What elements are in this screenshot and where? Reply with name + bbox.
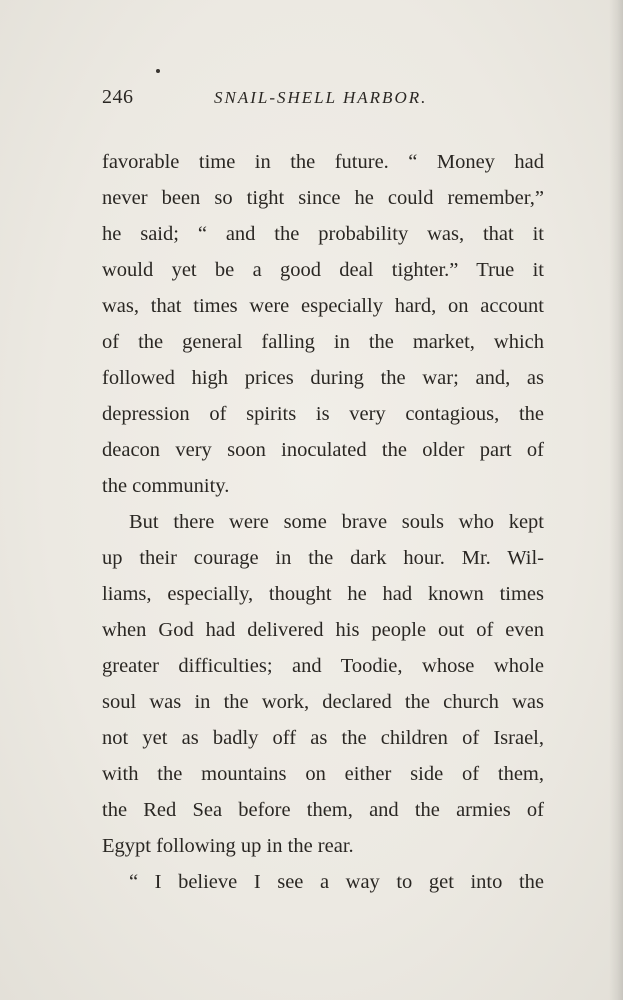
- text-line: never been so tight since he could remember,”: [102, 187, 544, 209]
- text-line: greater difficulties; and Toodie, whose whole: [102, 655, 544, 677]
- running-head: [102, 86, 548, 116]
- ink-speck: [156, 69, 160, 73]
- paragraph-end-line: the community.: [102, 475, 230, 497]
- text-line: soul was in the work, declared the church was: [102, 691, 544, 713]
- text-line: up their courage in the dark hour. Mr. Wil-: [102, 547, 544, 569]
- text-line: was, that times were especially hard, on account: [102, 295, 544, 317]
- text-line: would yet be a good deal tighter.” True it: [102, 259, 544, 281]
- paragraph-start-line: “ I believe I see a way to get into the: [129, 871, 544, 893]
- text-line: deacon very soon inoculated the older part of: [102, 439, 544, 461]
- body-text: [102, 144, 544, 900]
- text-line: depression of spirits is very contagious, the: [102, 403, 544, 425]
- text-line: the Red Sea before them, and the armies of: [102, 799, 544, 821]
- text-line: not yet as badly off as the children of Israel,: [102, 727, 544, 749]
- text-line: he said; “ and the probability was, that it: [102, 223, 544, 245]
- page-number: 246: [102, 86, 134, 108]
- text-line: when God had delivered his people out of even: [102, 619, 544, 641]
- page-edge-shadow: [609, 0, 623, 1000]
- text-line: liams, especially, thought he had known times: [102, 583, 544, 605]
- text-line: favorable time in the future. “ Money had: [102, 151, 544, 173]
- running-title: SNAIL-SHELL HARBOR.: [214, 88, 428, 107]
- text-line: with the mountains on either side of them,: [102, 763, 544, 785]
- paragraph-end-line: Egypt following up in the rear.: [102, 835, 354, 857]
- paragraph-start-line: But there were some brave souls who kept: [129, 511, 544, 533]
- text-line: of the general falling in the market, which: [102, 331, 544, 353]
- text-line: followed high prices during the war; and, as: [102, 367, 544, 389]
